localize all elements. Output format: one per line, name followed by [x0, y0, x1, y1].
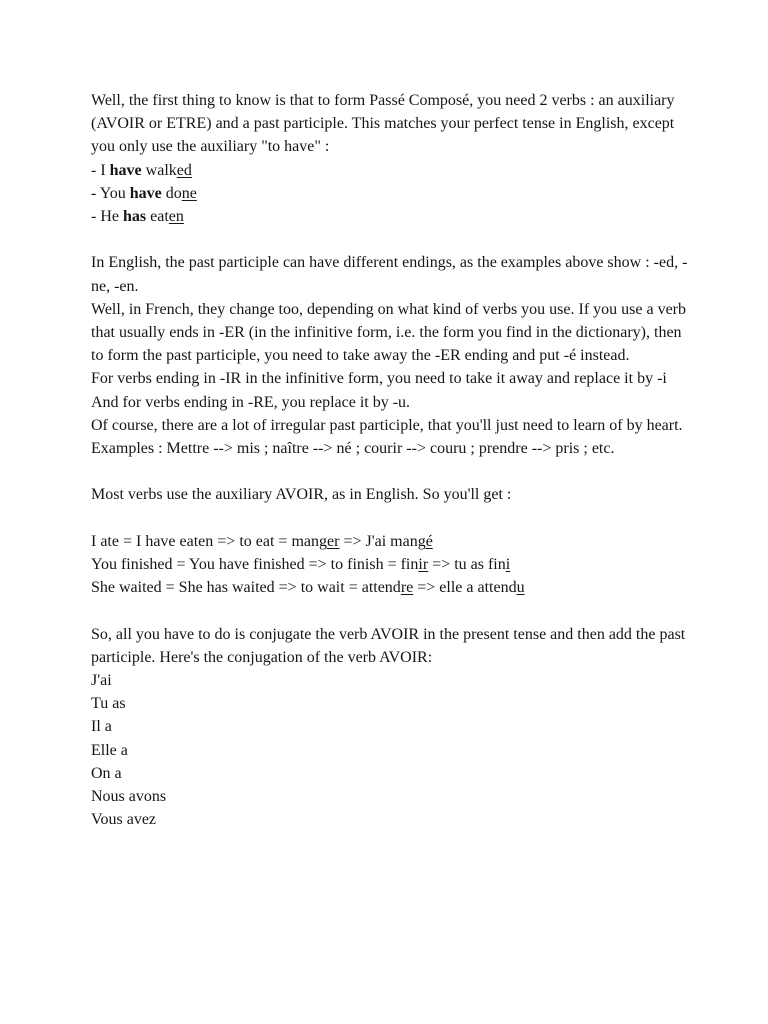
- example-ending: ne: [181, 184, 197, 202]
- example-line: [91, 159, 691, 182]
- paragraph-gap: [91, 228, 691, 251]
- example-auxiliary: have: [109, 161, 142, 179]
- example-stem: do: [161, 184, 182, 202]
- infinitive-ending: re: [400, 579, 414, 597]
- example-line: [91, 182, 691, 205]
- participle-ending: u: [516, 579, 525, 597]
- re-verbs-paragraph: And for verbs ending in -RE, you replace it by -u.: [91, 393, 411, 411]
- intro-paragraph: Well, the first thing to know is that to form Passé Composé, you need 2 verbs : an auxiliary (AVOIR or ETRE) and a past participle. This matches your perfect tense in English, except you only use the auxiliary "to have" :: [91, 92, 675, 156]
- conjugation-line: Tu as: [91, 695, 126, 713]
- conversion-text: => tu as fin: [428, 556, 506, 574]
- avoir-note: Most verbs use the auxiliary AVOIR, as in English. So you'll get :: [91, 486, 512, 504]
- conversion-line: [91, 576, 691, 599]
- conversion-text: She waited = She has waited => to wait = attend: [91, 579, 401, 597]
- example-auxiliary: have: [129, 184, 162, 202]
- example-line: [91, 205, 691, 228]
- example-prefix: - You: [91, 184, 130, 202]
- example-stem: eat: [146, 208, 169, 226]
- english-endings-paragraph: In English, the past participle can have different endings, as the examples above show : -ed, -ne, -en.: [91, 254, 688, 295]
- conversion-text: You finished = You have finished => to finish = fin: [91, 556, 419, 574]
- conjugation-intro: So, all you have to do is conjugate the verb AVOIR in the present tense and then add the past participle. Here's the conjugation of the verb AVOIR:: [91, 625, 686, 666]
- conjugation-line: Nous avons: [91, 788, 167, 806]
- paragraph-gap: [91, 507, 691, 530]
- irregular-paragraph: Of course, there are a lot of irregular past participle, that you'll just need to learn of by heart. Examples : Mettre --> mis ; naître --> né ; courir --> couru ; prendre --> pris ; etc.: [91, 416, 683, 458]
- paragraph-gap: [91, 599, 691, 622]
- conjugation-line: J'ai: [91, 672, 112, 690]
- conjugation-line: Vous avez: [91, 811, 157, 829]
- example-ending: en: [168, 208, 184, 226]
- document-body: [91, 89, 691, 831]
- conversion-text: => J'ai mang: [339, 532, 426, 550]
- conversion-text: => elle a attend: [413, 579, 517, 597]
- example-ending: ed: [176, 161, 192, 179]
- conversion-line: [91, 553, 691, 576]
- conjugation-line: On a: [91, 764, 122, 782]
- example-prefix: - I: [91, 161, 110, 179]
- example-prefix: - He: [91, 208, 123, 226]
- participle-ending: i: [505, 556, 511, 574]
- paragraph-gap: [91, 460, 691, 483]
- conversion-line: [91, 530, 691, 553]
- conjugation-line: Il a: [91, 718, 112, 736]
- infinitive-ending: er: [327, 532, 340, 550]
- participle-ending: é: [425, 532, 433, 550]
- ir-verbs-paragraph: For verbs ending in -IR in the infinitive form, you need to take it away and replace it by -i: [91, 370, 667, 388]
- french-er-paragraph: Well, in French, they change too, depending on what kind of verbs you use. If you use a verb that usually ends in -ER (in the infinitive form, i.e. the form you find in the dictionary), then to form the past participle, you need to take away the -ER ending and put -é instead.: [91, 300, 687, 365]
- example-auxiliary: has: [122, 208, 147, 226]
- example-stem: walk: [141, 161, 177, 179]
- conversion-text: I ate = I have eaten => to eat = mang: [91, 532, 327, 550]
- conjugation-line: Elle a: [91, 741, 128, 759]
- infinitive-ending: ir: [418, 556, 429, 574]
